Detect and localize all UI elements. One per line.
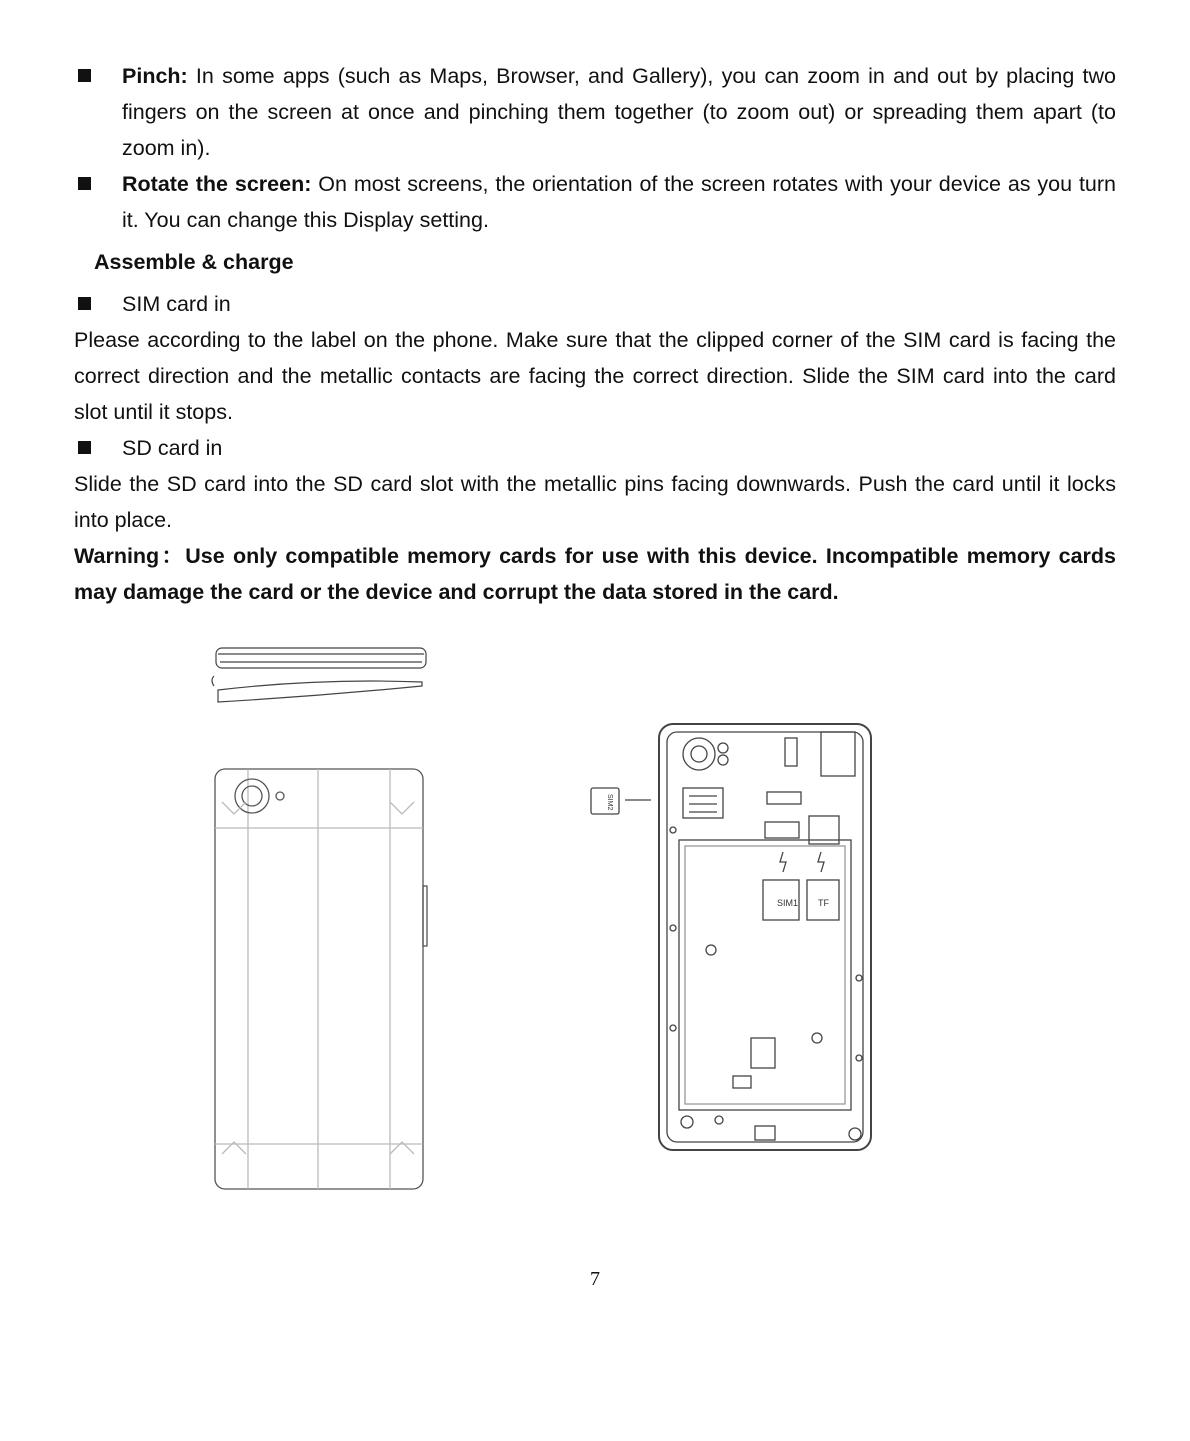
phone-side-view-illustration bbox=[200, 640, 440, 720]
bullet-square-icon bbox=[78, 69, 91, 82]
sd-bullet bbox=[74, 430, 1116, 466]
tf-label: TF bbox=[818, 898, 829, 908]
bullet-square-icon bbox=[78, 441, 91, 454]
warning-text: Warning：Use only compatible memory cards for use with this device. Incompatible memory cards may damage the card or the device and corrupt the data stored in the card. bbox=[74, 544, 1116, 604]
phone-back-illustration bbox=[212, 766, 432, 1196]
section-heading: Assemble & charge bbox=[94, 250, 294, 274]
pinch-label: Pinch: bbox=[122, 64, 188, 88]
phone-interior-illustration bbox=[585, 718, 885, 1158]
sim-body: Please according to the label on the phone. Make sure that the clipped corner of the SIM card is facing the correct direction and the metallic contacts are facing the correct direction. Slide the SIM card into the card slot until it stops. bbox=[74, 328, 1116, 424]
rotate-bullet bbox=[74, 166, 1116, 238]
pinch-text: In some apps (such as Maps, Browser, and Gallery), you can zoom in and out by placing two fingers on the screen at once and pinching them together (to zoom out) or spreading them apart (to zoom in). bbox=[122, 64, 1116, 160]
bullet-square-icon bbox=[78, 297, 91, 310]
page-number: 7 bbox=[590, 1268, 600, 1290]
sd-body: Slide the SD card into the SD card slot with the metallic pins facing downwards. Push the card until it locks into place. bbox=[74, 472, 1116, 532]
sim2-label: SIM2 bbox=[606, 794, 613, 811]
pinch-bullet bbox=[74, 58, 1116, 166]
rotate-text: On most screens, the orientation of the screen rotates with your device as you turn it. You can change this Display setting. bbox=[122, 172, 1116, 232]
sim-title: SIM card in bbox=[122, 292, 231, 316]
sd-title: SD card in bbox=[122, 436, 223, 460]
bullet-square-icon bbox=[78, 177, 91, 190]
text-content bbox=[74, 58, 1116, 610]
rotate-label: Rotate the screen: bbox=[122, 172, 312, 196]
sim-bullet bbox=[74, 286, 1116, 322]
sim1-label: SIM1 bbox=[777, 898, 799, 908]
